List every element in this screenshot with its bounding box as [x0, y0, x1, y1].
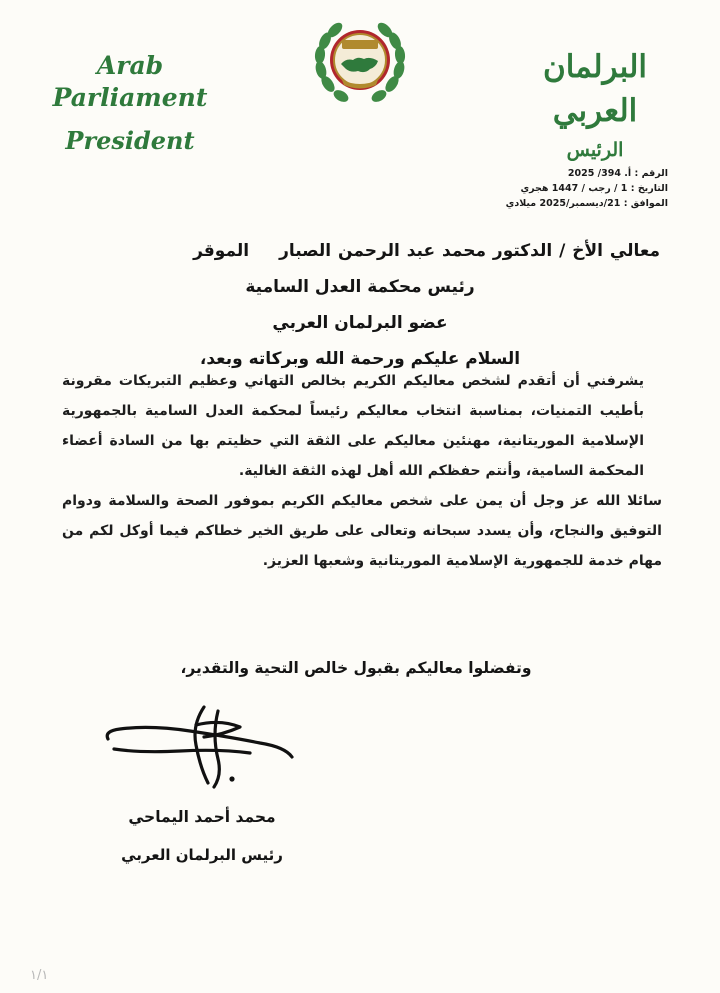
addressee-line — [40, 238, 680, 264]
addressee-title2: عضو البرلمان العربي — [272, 313, 448, 333]
reference-number: الرقم : أ. 394/ 2025 — [567, 168, 668, 179]
closing-line: وتفضلوا معاليكم بقبول خالص التحية والتقدير، — [180, 659, 532, 677]
letterhead-english-line2: President — [65, 126, 195, 155]
reference-date-hijri: التاريخ : 1 / رجب / 1447 هجري — [520, 183, 668, 194]
addressee-honorific: الموقر — [193, 241, 250, 261]
handwritten-signature — [100, 695, 300, 790]
letterhead-english — [40, 50, 220, 158]
signer-title: رئيس البرلمان العربي — [121, 846, 283, 864]
reference-date-gregorian: الموافق : 21/ديسمبر/2025 ميلادي — [505, 198, 668, 209]
addressee-name: معالي الأخ / الدكتور محمد عبد الرحمن الصبار — [279, 241, 660, 261]
letterhead-arabic — [505, 45, 685, 163]
reference-block — [506, 166, 668, 211]
body-paragraph-1: يشرفني أن أتقدم لشخص معاليكم الكريم بخالص التهاني وعظيم التبريكات مقرونة بأطيب التمنيات، بمناسبة انتخاب معاليكم رئيساً لمحكمة العدل السامية بالجمهورية الإسلامية الموريتانية، مهنئين معاليكم على الثقة التي حظيتم بها من السادة أعضاء المحكمة السامية، وأنتم حفظكم الله أهل لهذه الثقة الغالية. — [62, 373, 644, 479]
addressee-title1: رئيس محكمة العدل السامية — [245, 277, 475, 297]
addressee-block — [40, 238, 680, 372]
body-paragraph-2: سائلا الله عز وجل أن يمن على شخص معاليكم الكريم بموفور الصحة والسلامة ودوام التوفيق والنجاح، وأن يسدد سبحانه وتعالى على طريق الخير خطاكم فيما أوكل لكم من مهام خدمة للجمهورية الإسلامية الموريتانية وشعبها العزيز. — [62, 493, 662, 569]
signer-name: محمد أحمد اليماحي — [128, 808, 276, 826]
arab-parliament-emblem-icon — [308, 14, 412, 110]
page-marker: ١/١ — [30, 968, 49, 983]
letter-body — [62, 366, 662, 576]
signer-block — [112, 805, 292, 867]
greeting: السلام عليكم ورحمة الله وبركاته وبعد، — [199, 349, 521, 369]
letterhead-arabic-line2: الرئيس — [566, 139, 624, 161]
letterhead-arabic-line1: البرلمان العربي — [542, 49, 648, 129]
letterhead-english-line1: Arab Parliament — [52, 51, 208, 112]
